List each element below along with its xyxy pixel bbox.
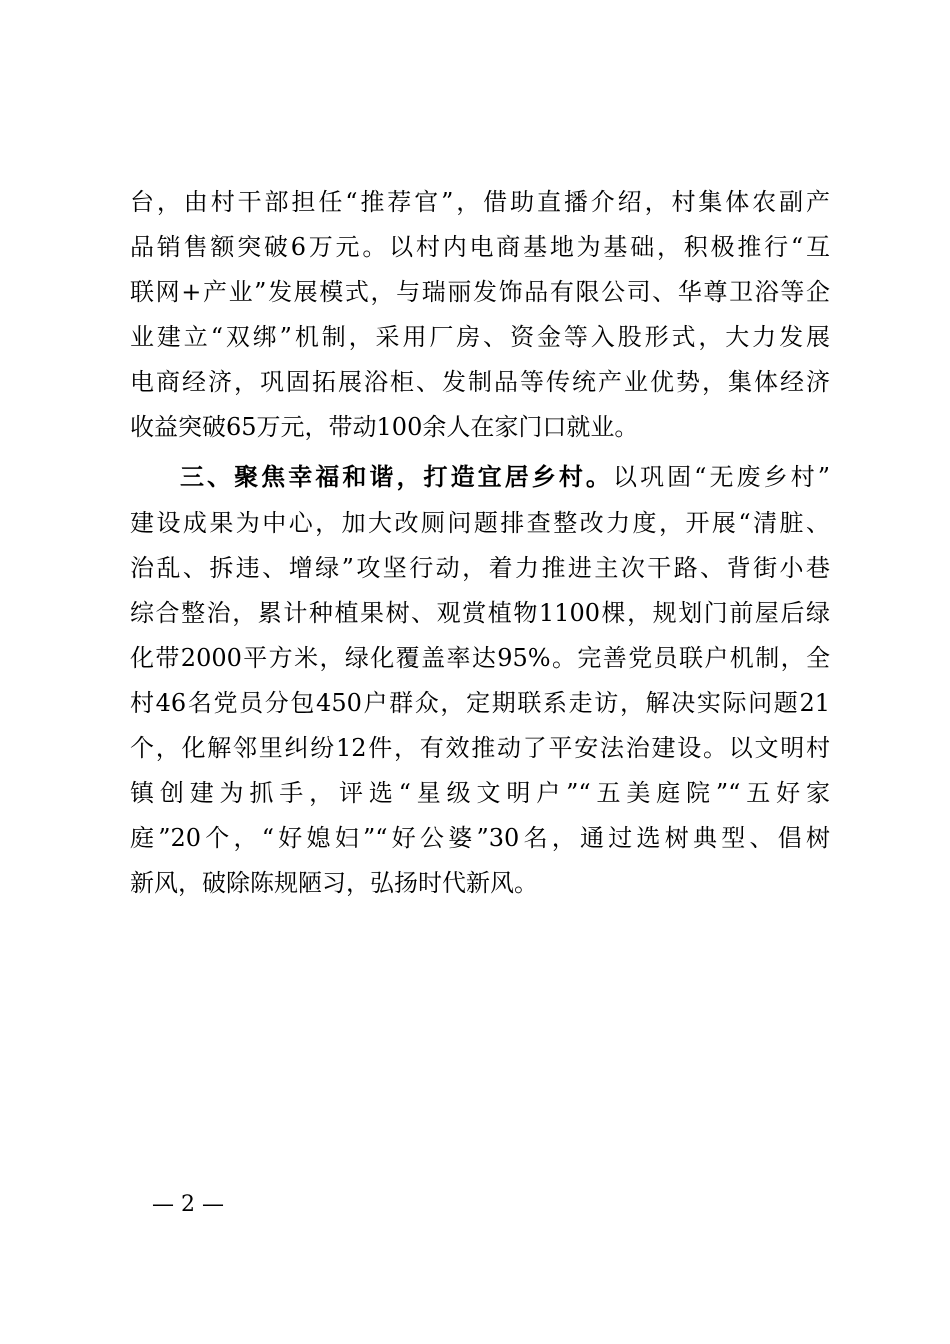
section-heading-line: [180, 462, 830, 492]
paragraph-line: 村46名党员分包450户群众，定期联系走访，解决实际问题21: [130, 689, 830, 717]
paragraph-line: 庭”20个，“好媳妇”“好公婆”30名，通过选树典型、倡树: [130, 824, 830, 852]
paragraph-line: 收益突破65万元，带动100余人在家门口就业。: [130, 413, 639, 441]
paragraph-line: 个，化解邻里纠纷12件，有效推动了平安法治建设。以文明村: [130, 734, 830, 762]
paragraph-text: 以巩固“无废乡村”: [612, 463, 830, 491]
paragraph-line: 品销售额突破6万元。以村内电商基地为基础，积极推行“互: [130, 233, 830, 261]
page-number: — 2 —: [152, 1192, 224, 1217]
paragraph-line: 台，由村干部担任“推荐官”，借助直播介绍，村集体农副产: [130, 188, 830, 216]
paragraph-line: 化带2000平方米，绿化覆盖率达95%。完善党员联户机制，全: [130, 644, 830, 672]
section-heading: 三、聚焦幸福和谐，打造宜居乡村。: [180, 463, 613, 491]
paragraph-line: 联网+产业”发展模式，与瑞丽发饰品有限公司、华尊卫浴等企: [130, 278, 830, 306]
paragraph-line: 建设成果为中心，加大改厕问题排查整改力度，开展“清脏、: [130, 509, 830, 537]
paragraph-line: 镇创建为抓手，评选“星级文明户”“五美庭院”“五好家: [130, 779, 830, 807]
paragraph-line: 治乱、拆违、增绿”攻坚行动，着力推进主次干路、背街小巷: [130, 554, 830, 582]
paragraph-line: 电商经济，巩固拓展浴柜、发制品等传统产业优势，集体经济: [130, 368, 830, 396]
paragraph-line: 业建立“双绑”机制，采用厂房、资金等入股形式，大力发展: [130, 323, 830, 351]
paragraph-line: 综合整治，累计种植果树、观赏植物1100棵，规划门前屋后绿: [130, 599, 830, 627]
paragraph-line: 新风，破除陈规陋习，弘扬时代新风。: [130, 869, 538, 897]
